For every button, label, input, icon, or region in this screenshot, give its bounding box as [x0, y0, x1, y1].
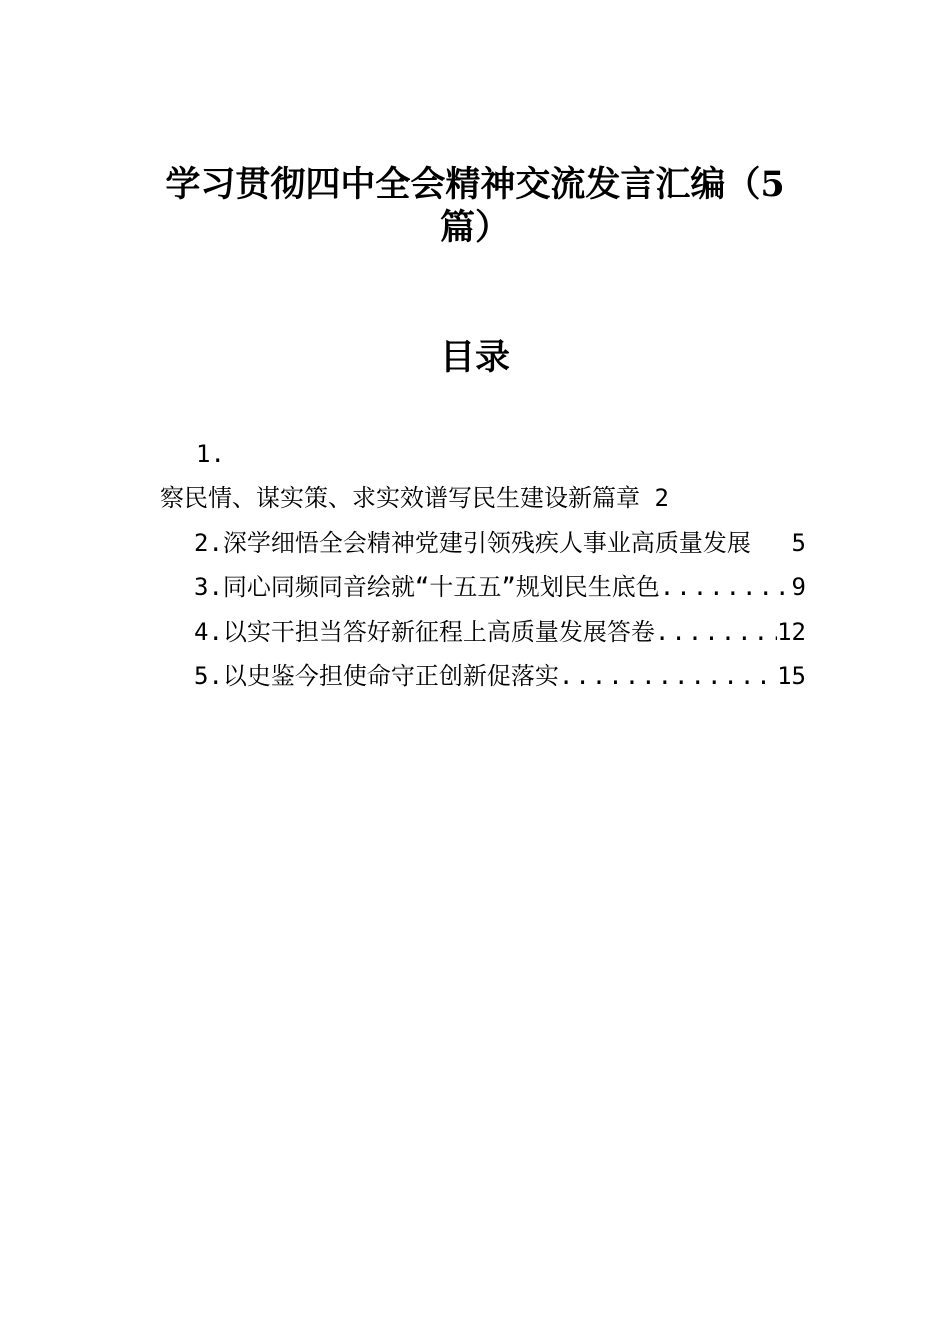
toc-item-3-label: 3.同心同频同音绘就“十五五”规划民生底色	[194, 573, 660, 601]
toc-leader-dots	[559, 660, 777, 692]
toc-item-3[interactable]	[194, 571, 806, 603]
toc-heading: 目录	[439, 337, 510, 378]
toc-leader-dots	[660, 571, 792, 603]
toc-item-1-number: 1.	[196, 440, 225, 468]
toc-item-3-page: 9	[791, 573, 806, 601]
toc-item-2-page: 5	[791, 529, 806, 557]
toc-item-2[interactable]	[194, 527, 806, 559]
toc-item-1-page: 2	[654, 484, 669, 512]
toc-item-4[interactable]	[194, 616, 806, 648]
document-title-line-1: 学习贯彻四中全会精神交流发言汇编（5	[165, 164, 785, 205]
toc-item-5[interactable]	[194, 660, 806, 692]
toc-item-5-page: 15	[777, 662, 806, 690]
document-title-line-2: 篇）	[439, 207, 510, 248]
toc-leader-dots	[655, 616, 777, 648]
toc-item-1[interactable]	[160, 482, 669, 514]
toc-item-4-label: 4.以实干担当答好新征程上高质量发展答卷	[194, 618, 655, 646]
toc-item-2-label: 2.深学细悟全会精神党建引领残疾人事业高质量发展	[194, 529, 751, 557]
toc-item-1-label: 察民情、谋实策、求实效谱写民生建设新篇章	[160, 484, 640, 512]
toc-item-4-page: 12	[777, 618, 806, 646]
toc-item-5-label: 5.以史鉴今担使命守正创新促落实	[194, 662, 559, 690]
